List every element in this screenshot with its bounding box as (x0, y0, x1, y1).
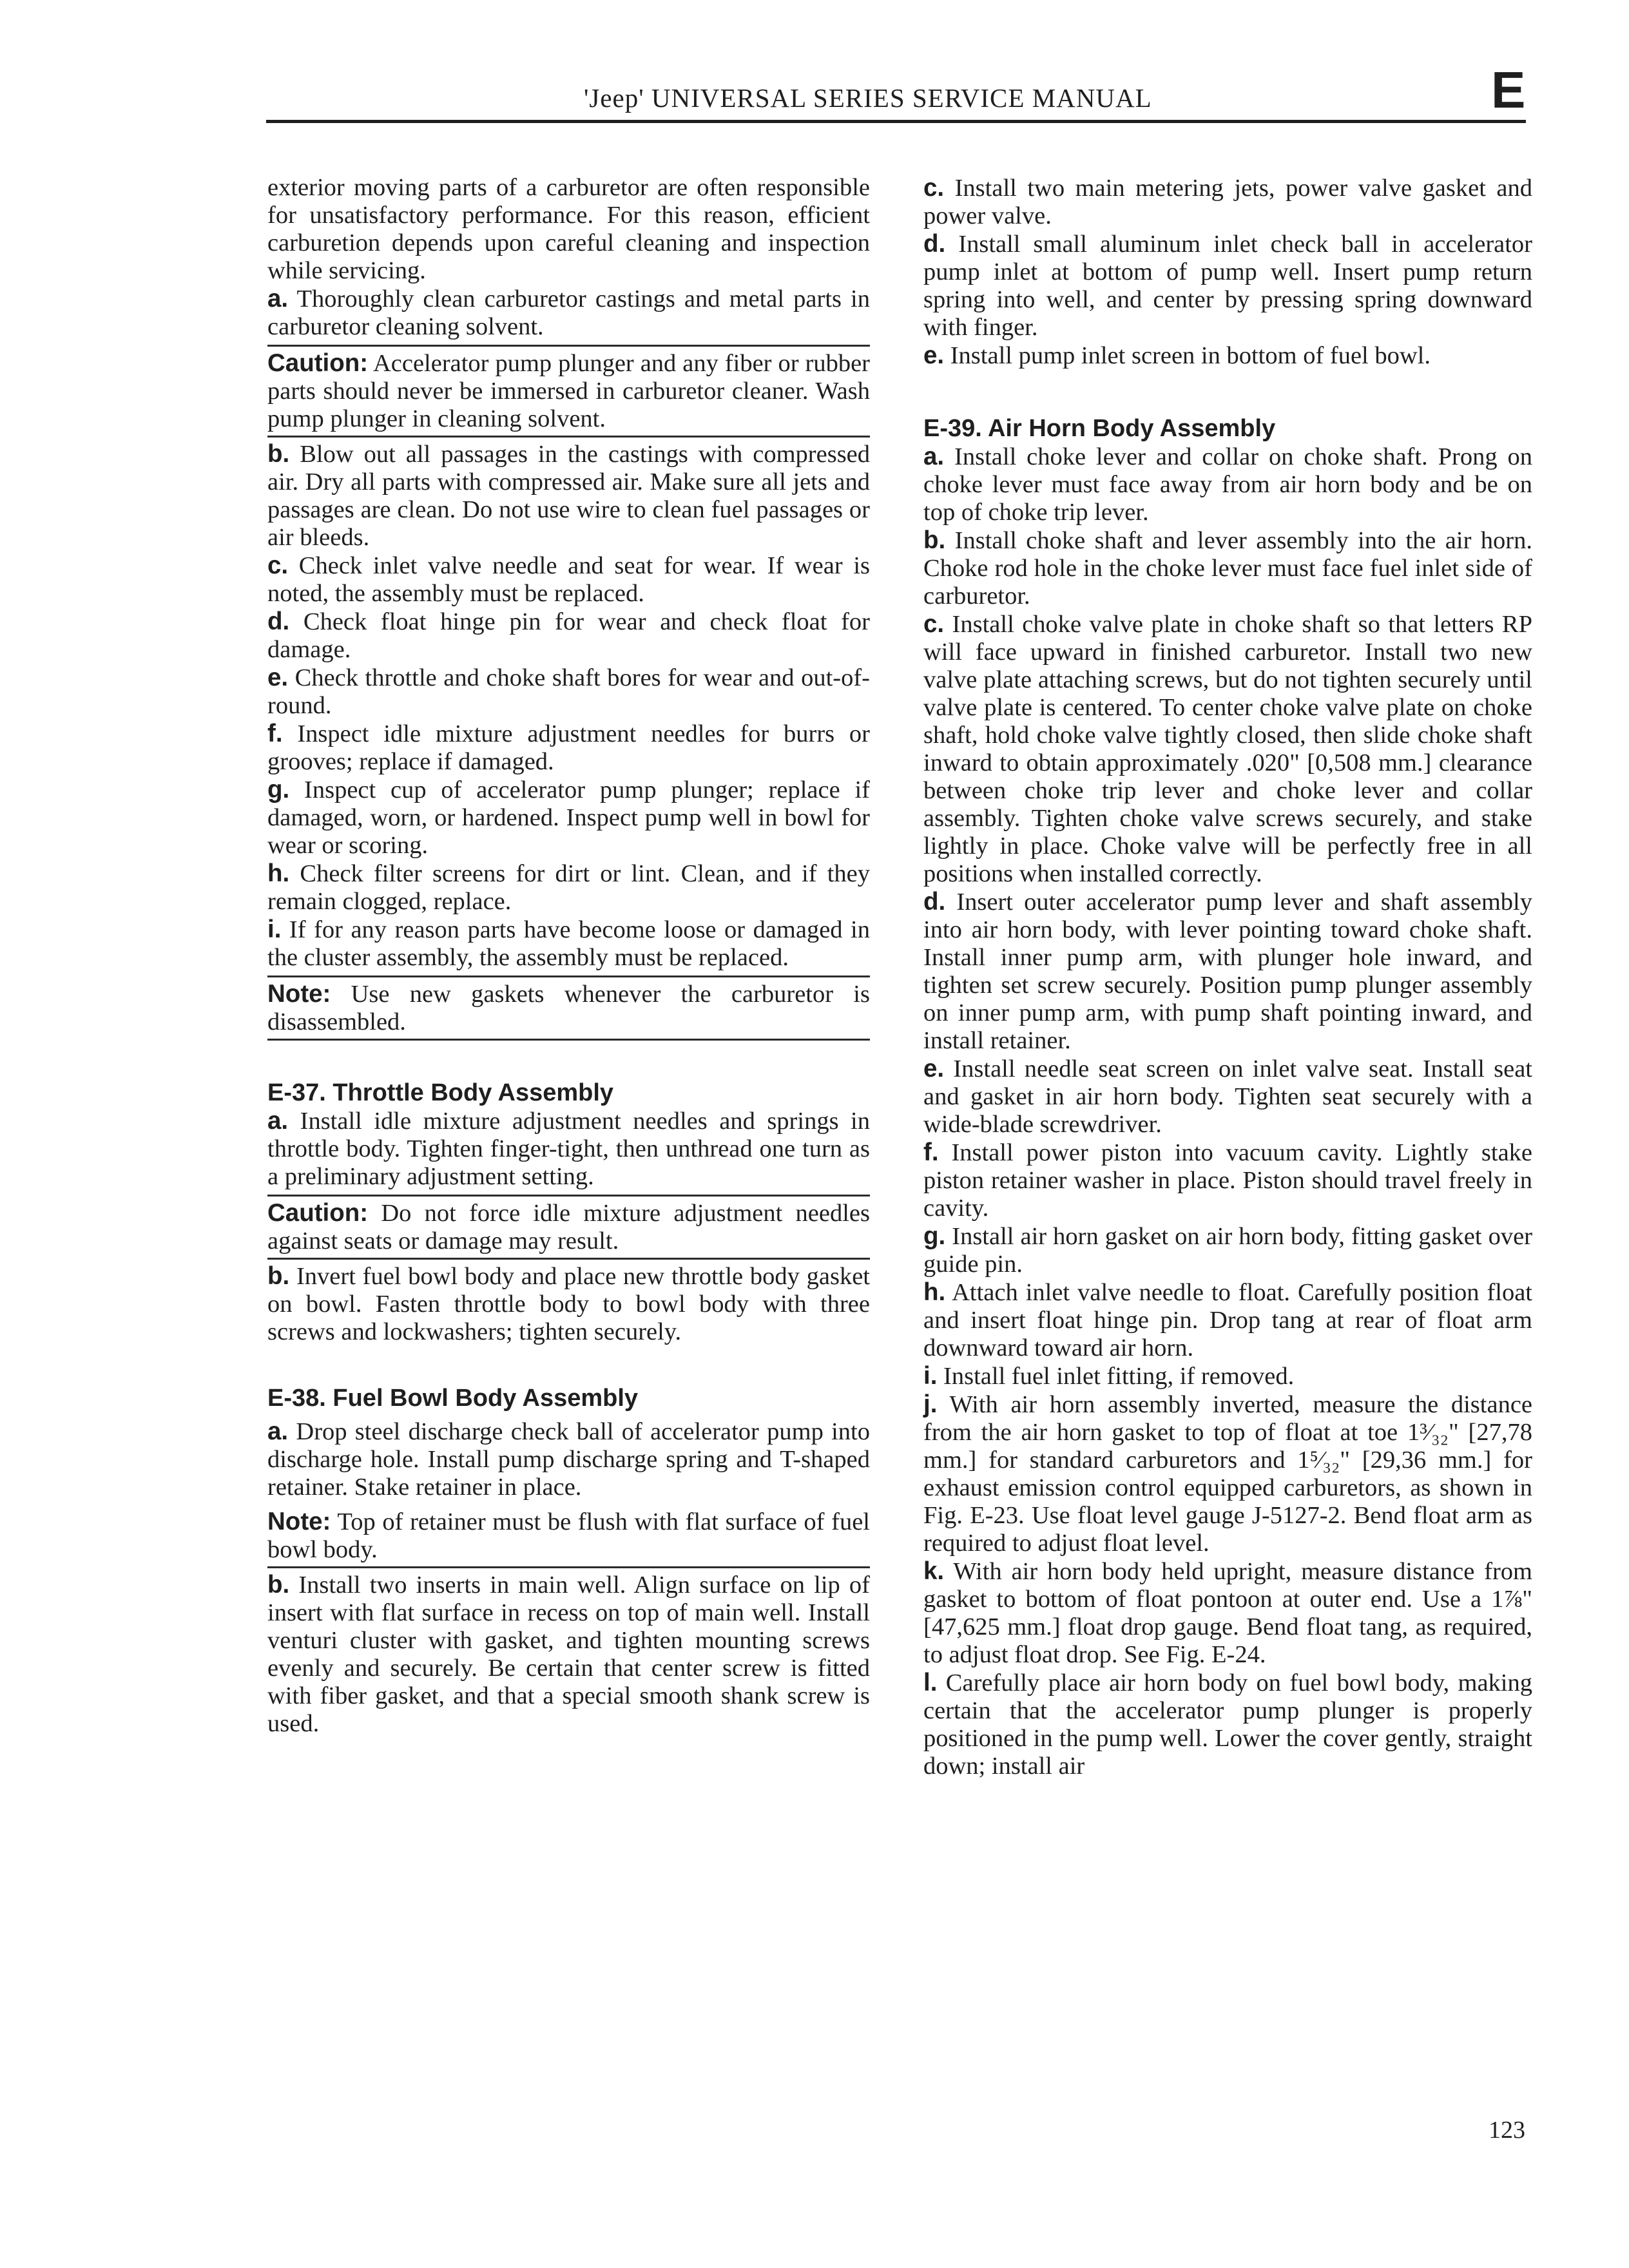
note-box: Note: Use new gaskets whenever the carburetor is disassembled. (267, 975, 870, 1041)
left-column (267, 174, 870, 1738)
step-g: g. Inspect cup of accelerator pump plunger; replace if damaged, worn, or hardened. Inspect pump well in bowl for wear or scoring. (267, 776, 870, 859)
section-heading-e37: E-37. Throttle Body Assembly (267, 1079, 614, 1106)
header-title: 'Jeep' UNIVERSAL SERIES SERVICE MANUAL (584, 83, 1152, 113)
step-e: e. Check throttle and choke shaft bores for wear and out-of-round. (267, 664, 871, 719)
step-a: a. Thoroughly clean carburetor castings and metal parts in carburetor cleaning solvent. (267, 285, 871, 340)
section-letter: E (1491, 61, 1526, 119)
e39-step-l: l. Carefully place air horn body on fuel bowl body, making certain that the accelerator pump plunger is properly positioned in the pump well. Lower the cover gently, straight down; install air (923, 1669, 1532, 1780)
step-e-right: e. Install pump inlet screen in bottom of fuel bowl. (923, 341, 1431, 369)
e39-step-c: c. Install choke valve plate in choke shaft so that letters RP will face upward in finished carburetor. Install two new valve plate attaching screws, but do not tighten securely until valve plate is centered. To center choke valve plate on choke shaft, hold choke valve tightly closed, then slide choke shaft inward to obtain approximately .020" [0,508 mm.] clearance between choke trip lever and choke lever and collar assembly. Tighten choke valve screws securely, and stake lightly in place. Choke valve will be perfectly free in all positions when installed correctly. (923, 610, 1533, 887)
e38-step-a: a. Drop steel discharge check ball of accelerator pump into discharge hole. Install pump discharge spring and T-shaped retainer. Stake retainer in place. (267, 1418, 871, 1501)
header-rule (266, 120, 1526, 123)
section-heading-e39: E-39. Air Horn Body Assembly (923, 415, 1276, 442)
e37-caution-box: Caution: Do not force idle mixture adjustment needles against seats or damage may result. (267, 1195, 870, 1260)
e37-step-b: b. Invert fuel bowl body and place new throttle body gasket on bowl. Fasten throttle body to bowl body with three screws and lockwashers; tighten securely. (267, 1262, 870, 1345)
e39-step-j: j. With air horn assembly inverted, measure the distance from the air horn gasket to top of float at toe 1³⁄₃₂" [27,78 mm.] for standard carburetors and 1⁵⁄₃₂" [29,36 mm.] for exhaust emission control equipped carburetors, as shown in Fig. E-23. Use float level gauge J-5127-2. Bend float arm as required to adjust float level. (923, 1390, 1532, 1557)
e39-step-i: i. Install fuel inlet fitting, if removed. (923, 1362, 1295, 1390)
e39-step-k: k. With air horn body held upright, measure distance from gasket to bottom of float pontoon at outer end. Use a 1⅞" [47,625 mm.] float drop gauge. Bend float tang, as required, to adjust float drop. See Fig. E-24. (923, 1557, 1532, 1668)
e39-step-b: b. Install choke shaft and lever assembly into the air horn. Choke rod hole in the choke lever must face fuel inlet side of carburetor. (923, 526, 1533, 610)
e37-step-a: a. Install idle mixture adjustment needles and springs in throttle body. Tighten finger-tight, then unthread one turn as a preliminary adjustment setting. (267, 1107, 871, 1190)
page-number: 123 (1489, 2117, 1525, 2144)
step-f: f. Inspect idle mixture adjustment needles for burrs or grooves; replace if damaged. (267, 720, 870, 775)
step-d-right: d. Install small aluminum inlet check ball in accelerator pump inlet at bottom of pump well. Insert pump return spring into well, and center by pressing spring downward with finger. (923, 230, 1533, 341)
section-heading-e38: E-38. Fuel Bowl Body Assembly (267, 1385, 639, 1412)
e39-step-g: g. Install air horn gasket on air horn body, fitting gasket over guide pin. (923, 1222, 1532, 1278)
e38-note-box: Note: Top of retainer must be flush with flat surface of fuel bowl body. (267, 1505, 870, 1568)
e39-step-f: f. Install power piston into vacuum cavity. Lightly stake piston retainer washer in place. Piston should travel freely in cavity. (923, 1139, 1532, 1222)
e39-step-a: a. Install choke lever and collar on choke shaft. Prong on choke lever must face away from air horn body and be on top of choke trip lever. (923, 443, 1533, 526)
step-d: d. Check float hinge pin for wear and check float for damage. (267, 608, 870, 663)
step-c: c. Check inlet valve needle and seat for wear. If wear is noted, the assembly must be replaced. (267, 552, 871, 607)
caution-box: Caution: Accelerator pump plunger and any fiber or rubber parts should never be immersed in carburetor cleaner. Wash pump plunger in cleaning solvent. (267, 345, 870, 437)
intro-paragraph: exterior moving parts of a carburetor are often responsible for unsatisfactory performance. For this reason, efficient carburetion depends upon careful cleaning and inspection while servicing. (267, 174, 870, 284)
right-column (923, 174, 1532, 1780)
e39-step-d: d. Insert outer accelerator pump lever and shaft assembly into air horn body, with lever pointing toward choke shaft. Install inner pump arm, with plunger hole inward, and tighten set screw securely. Position pump plunger assembly on inner pump arm, with pump shaft pointing inward, and install retainer. (923, 888, 1532, 1054)
step-c-right: c. Install two main metering jets, power valve gasket and power valve. (923, 174, 1532, 229)
e39-step-h: h. Attach inlet valve needle to float. Carefully position float and insert float hinge pin. Drop tang at rear of float arm downward toward air horn. (923, 1278, 1532, 1361)
e39-step-e: e. Install needle seat screen on inlet valve seat. Install seat and gasket in air horn body. Tighten seat securely with a wide-blade screwdriver. (923, 1055, 1533, 1138)
step-b: b. Blow out all passages in the castings with compressed air. Dry all parts with compressed air. Make sure all jets and passages are clean. Do not use wire to clean fuel passages or air bleeds. (267, 440, 871, 551)
e38-step-b: b. Install two inserts in main well. Align surface on lip of insert with flat surface in recess on top of main well. Install venturi cluster with gasket, and tighten mounting screws evenly and securely. Be certain that center screw is fitted with fiber gasket, and that a special smooth shank screw is used. (267, 1571, 870, 1737)
step-h: h. Check filter screens for dirt or lint. Clean, and if they remain clogged, replace. (267, 860, 871, 915)
step-i: i. If for any reason parts have become loose or damaged in the cluster assembly, the assembly must be replaced. (267, 916, 871, 971)
